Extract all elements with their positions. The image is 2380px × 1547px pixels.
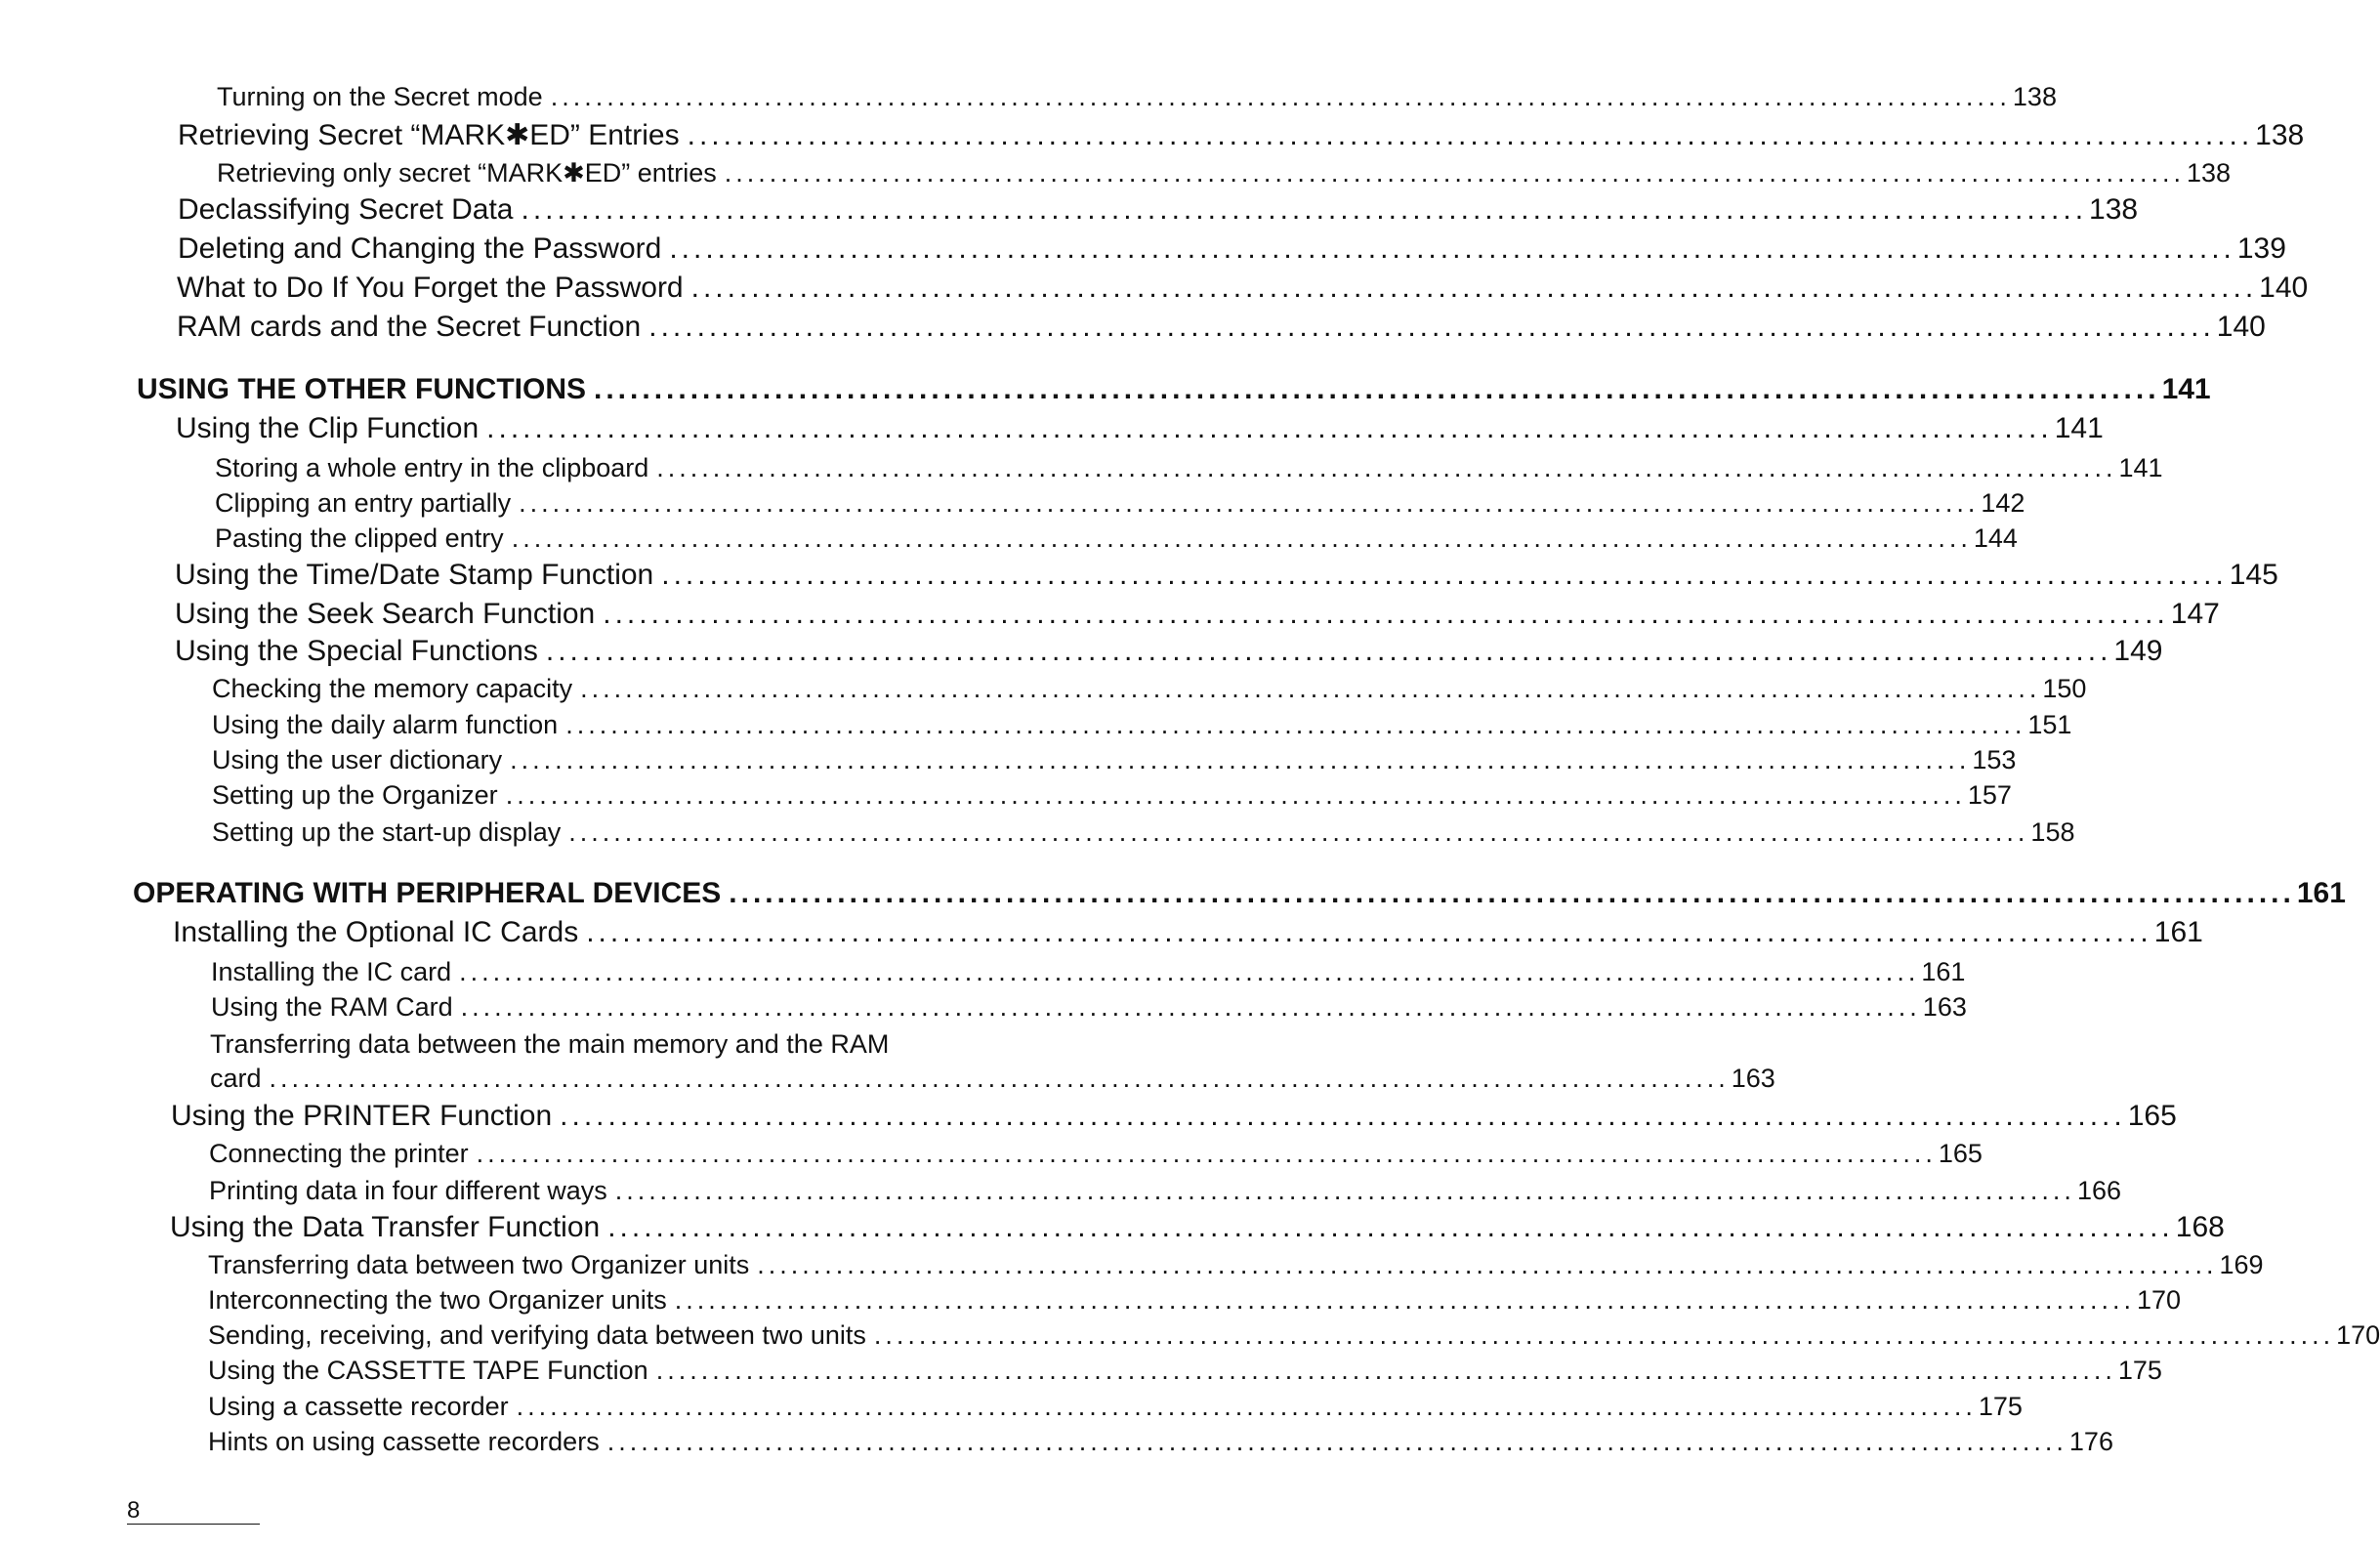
toc-entry-page: 157: [1967, 780, 2012, 810]
toc-entry-page: 141: [2118, 453, 2163, 482]
toc-leader-dots: ..................................................................................................................................: [568, 817, 2029, 847]
toc-entry-page: 138: [2186, 158, 2232, 188]
toc-entry-title: Declassifying Secret Data: [178, 193, 514, 226]
toc-leader-dots: ..................................................................................................................................: [580, 674, 2041, 703]
toc-leader-dots: ..................................................................................................................................: [269, 1064, 1730, 1093]
toc-entry-page: 138: [2012, 82, 2057, 111]
toc-entry-title-line1: Transferring data between the main memory and the RAM: [210, 1029, 890, 1059]
toc-entry-page: 175: [1978, 1392, 2023, 1421]
toc-entry[interactable]: [208, 1285, 2182, 1316]
toc-leader-dots: ..................................................................................................................................: [724, 158, 2185, 188]
toc-entry[interactable]: [175, 635, 2163, 668]
toc-entry-page: 147: [2170, 598, 2220, 630]
toc-entry[interactable]: [215, 453, 2163, 483]
toc-entry-title: Installing the Optional IC Cards: [173, 916, 579, 948]
toc-entry-title: Using the Clip Function: [176, 412, 480, 444]
toc-entry-title: RAM cards and the Secret Function: [177, 311, 642, 343]
toc-entry-page: 140: [2216, 311, 2266, 343]
toc-entry-title: Using the daily alarm function: [212, 710, 559, 739]
toc-section-heading[interactable]: [133, 877, 2346, 910]
toc-entry[interactable]: [212, 674, 2087, 704]
toc-entry-page: 142: [1981, 488, 2025, 518]
toc-entry-title: Using the PRINTER Function: [171, 1100, 553, 1132]
toc-entry[interactable]: [208, 1356, 2162, 1386]
toc-leader-dots: ..................................................................................................................................: [505, 780, 1966, 810]
toc-entry[interactable]: [211, 957, 1966, 987]
toc-entry[interactable]: [208, 1320, 2380, 1351]
toc-entry[interactable]: [212, 780, 2012, 811]
toc-entry-title: USING THE OTHER FUNCTIONS: [137, 373, 587, 405]
toc-entry-page: 161: [2153, 916, 2203, 948]
toc-entry[interactable]: [208, 1250, 2264, 1280]
toc-entry-title: Sending, receiving, and verifying data between two units: [208, 1320, 866, 1350]
toc-leader-dots: ..................................................................................................................................: [690, 272, 2258, 304]
toc-entry[interactable]: [217, 158, 2232, 188]
toc-entry-page: 138: [2089, 193, 2139, 226]
toc-entry-page: 151: [2027, 710, 2072, 739]
toc-entry-page: 166: [2076, 1176, 2121, 1205]
toc-entry-title: Interconnecting the two Organizer units: [208, 1285, 667, 1315]
toc-leader-dots: ..................................................................................................................................: [614, 1176, 2075, 1205]
toc-entry-page: 170: [2136, 1285, 2182, 1315]
toc-leader-dots: ..................................................................................................................................: [661, 559, 2228, 591]
toc-entry-page: 153: [1972, 745, 2017, 774]
toc-entry-page: 144: [1973, 523, 2018, 553]
toc-entry-page: 170: [2336, 1320, 2380, 1350]
toc-entry-title: Hints on using cassette recorders: [208, 1427, 600, 1456]
toc-leader-dots: ..................................................................................................................................: [550, 82, 2011, 111]
toc-entry[interactable]: [173, 916, 2203, 949]
toc-entry-title: Deleting and Changing the Password: [178, 232, 662, 265]
toc-entry[interactable]: [217, 82, 2057, 112]
toc-entry-title: Pasting the clipped entry: [215, 523, 504, 553]
toc-entry-title: Turning on the Secret mode: [217, 82, 543, 111]
toc-entry[interactable]: [215, 488, 2025, 519]
toc-leader-dots: ..................................................................................................................................: [594, 373, 2160, 405]
toc-entry-title: Transferring data between two Organizer units: [208, 1250, 750, 1279]
toc-entry-title: Using the Seek Search Function: [175, 598, 596, 630]
toc-entry[interactable]: [211, 992, 1967, 1023]
toc-entry[interactable]: [212, 710, 2072, 740]
toc-entry[interactable]: [178, 118, 2305, 152]
toc-entry[interactable]: [175, 598, 2220, 631]
toc-entry-page: 168: [2175, 1211, 2225, 1243]
toc-leader-dots: ..................................................................................................................................: [648, 311, 2215, 343]
toc-entry-page: 161: [1921, 957, 1966, 986]
toc-leader-dots: ..................................................................................................................................: [655, 1356, 2116, 1385]
toc-entry-page: 163: [1731, 1064, 1775, 1093]
toc-leader-dots: ..................................................................................................................................: [674, 1285, 2135, 1315]
toc-entry-title: Using the Special Functions: [175, 635, 538, 667]
toc-entry-title-line2: card: [210, 1064, 262, 1093]
toc-entry-title: Using the Time/Date Stamp Function: [175, 559, 654, 591]
toc-entry[interactable]: [212, 817, 2075, 848]
toc-entry-title: Using the CASSETTE TAPE Function: [208, 1356, 648, 1385]
toc-entry-title: Clipping an entry partially: [215, 488, 512, 518]
toc-entry-title: Using the Data Transfer Function: [170, 1211, 601, 1243]
toc-entry-page: 141: [2054, 412, 2104, 444]
toc-leader-dots: ..................................................................................................................................: [560, 1100, 2126, 1132]
toc-entry-page: 169: [2219, 1250, 2264, 1279]
toc-leader-dots: ..................................................................................................................................: [565, 710, 2026, 739]
toc-entry[interactable]: [178, 232, 2286, 266]
toc-entry-page: 165: [1938, 1139, 1983, 1168]
toc-entry-page: 150: [2042, 674, 2087, 703]
toc-entry[interactable]: [175, 559, 2278, 592]
toc-leader-dots: ..................................................................................................................................: [459, 957, 1920, 986]
toc-entry-page: 176: [2068, 1427, 2113, 1456]
toc-entry-title: Checking the memory capacity: [212, 674, 573, 703]
toc-entry[interactable]: [178, 193, 2139, 227]
toc-entry-page: 161: [2296, 877, 2346, 909]
toc-entry-title: Printing data in four different ways: [209, 1176, 607, 1205]
toc-leader-dots: ..................................................................................................................................: [545, 635, 2112, 667]
toc-entry-page: 149: [2113, 635, 2163, 667]
toc-leader-dots: ..................................................................................................................................: [873, 1320, 2335, 1350]
toc-entry[interactable]: [210, 1064, 1775, 1094]
toc-entry-page: 175: [2117, 1356, 2162, 1385]
toc-leader-dots: ..................................................................................................................................: [757, 1250, 2218, 1279]
toc-leader-dots: ..................................................................................................................................: [586, 916, 2152, 948]
toc-entry-title: Installing the IC card: [211, 957, 452, 986]
toc-leader-dots: ..................................................................................................................................: [669, 232, 2235, 265]
toc-leader-dots: ..................................................................................................................................: [460, 992, 1921, 1022]
toc-entry-title: Retrieving only secret “MARK✱ED” entries: [217, 158, 717, 188]
toc-entry-title: Connecting the printer: [209, 1139, 469, 1168]
toc-entry[interactable]: [177, 311, 2266, 344]
toc-entry-title: Using the user dictionary: [212, 745, 503, 774]
toc-entry-title: Setting up the Organizer: [212, 780, 498, 810]
toc-entry-title: OPERATING WITH PERIPHERAL DEVICES: [133, 877, 722, 909]
toc-entry-page: 158: [2030, 817, 2075, 847]
toc-leader-dots: ..................................................................................................................................: [607, 1211, 2174, 1243]
toc-entry[interactable]: [209, 1139, 1983, 1169]
toc-entry[interactable]: [212, 745, 2017, 775]
toc-entry[interactable]: [208, 1392, 2023, 1422]
toc-leader-dots: ..................................................................................................................................: [516, 1392, 1977, 1421]
toc-entry[interactable]: [170, 1211, 2225, 1244]
toc-leader-dots: ..................................................................................................................................: [476, 1139, 1937, 1168]
toc-entry-title: Using the RAM Card: [211, 992, 453, 1022]
toc-entry[interactable]: [209, 1176, 2121, 1206]
toc-leader-dots: ..................................................................................................................................: [521, 193, 2088, 226]
toc-leader-dots: ..................................................................................................................................: [510, 745, 1971, 774]
toc-entry[interactable]: [215, 523, 2018, 554]
toc-leader-dots: ..................................................................................................................................: [606, 1427, 2067, 1456]
toc-entry-title: Retrieving Secret “MARK✱ED” Entries: [178, 119, 680, 151]
toc-entry-title: Storing a whole entry in the clipboard: [215, 453, 649, 482]
toc-leader-dots: ..................................................................................................................................: [729, 877, 2295, 909]
toc-entry-title: Using a cassette recorder: [208, 1392, 509, 1421]
toc-entry-title: Setting up the start-up display: [212, 817, 562, 847]
toc-entry[interactable]: [177, 272, 2309, 305]
toc-leader-dots: ..................................................................................................................................: [687, 119, 2254, 151]
toc-leader-dots: ..................................................................................................................................: [603, 598, 2169, 630]
toc-leader-dots: ..................................................................................................................................: [486, 412, 2053, 444]
toc-leader-dots: ..................................................................................................................................: [519, 488, 1980, 518]
toc-entry-page: 141: [2161, 373, 2211, 405]
page-number: 8: [127, 1498, 260, 1525]
toc-section-heading[interactable]: [137, 373, 2211, 406]
toc-entry[interactable]: [208, 1427, 2113, 1457]
toc-entry[interactable]: [176, 412, 2104, 445]
toc-entry-page: 165: [2127, 1100, 2177, 1132]
toc-entry-title: What to Do If You Forget the Password: [177, 272, 684, 304]
toc-entry[interactable]: [171, 1100, 2177, 1133]
toc-entry-page: 139: [2236, 232, 2286, 265]
toc-entry-page: 140: [2259, 272, 2309, 304]
toc-leader-dots: ..................................................................................................................................: [656, 453, 2117, 482]
toc-entry-page: 163: [1922, 992, 1967, 1022]
toc-entry-page: 145: [2229, 559, 2278, 591]
toc-entry-page: 138: [2255, 119, 2305, 151]
toc-leader-dots: ..................................................................................................................................: [511, 523, 1972, 553]
